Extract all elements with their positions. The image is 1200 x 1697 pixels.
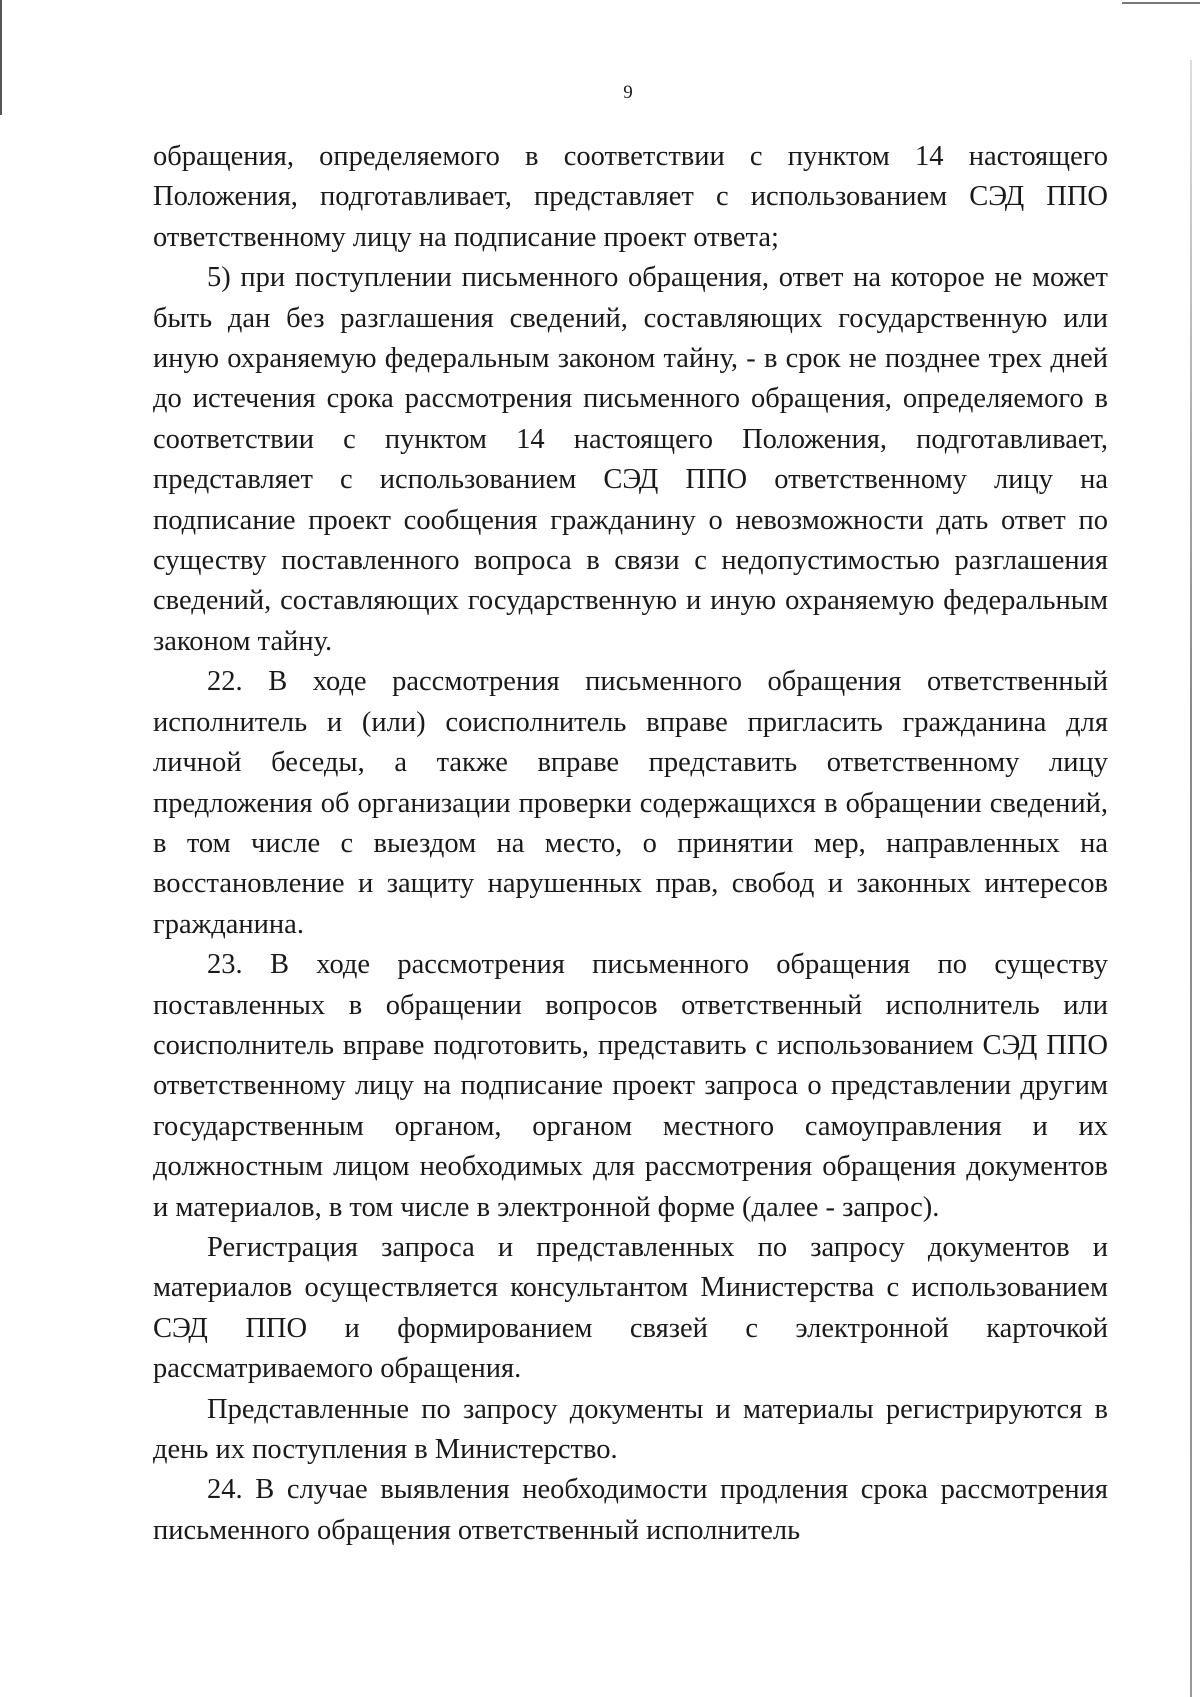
paragraph-23: 23. В ходе рассмотрения письменного обращения по существу поставленных в обращении вопросов ответственный исполнитель или соисполнитель вправе подготовить, представить с использованием СЭД ППО ответственному лицу на подписание проект запроса о представлении другим государственным органом, органом местного самоуправления и их должностным лицом необходимых для рассмотрения обращения документов и материалов, в том числе в электронной форме (далее - запрос). xyxy=(153,949,1108,1223)
paragraph-continuation: обращения, определяемого в соответствии с пунктом 14 настоящего Положения, подготавливает, представляет с использованием СЭД ППО ответственному лицу на подписание проект ответа; xyxy=(153,141,1108,253)
page-number: 9 xyxy=(623,82,633,103)
paragraph-presented-documents: Представленные по запросу документы и материалы регистрируются в день их поступления в Министерство. xyxy=(153,1393,1108,1465)
scan-edge-right xyxy=(1190,60,1192,1697)
paragraph-22: 22. В ходе рассмотрения письменного обращения ответственный исполнитель и (или) соисполнитель вправе пригласить гражданина для личной беседы, а также вправе представить ответственному лицу предложения об организации проверки содержащихся в обращении сведений, в том числе с выездом на место, о принятии мер, направленных на восстановление и защиту нарушенных прав, свобод и законных интересов гражданина. xyxy=(153,666,1108,940)
document-body xyxy=(153,137,1108,1551)
scan-edge-top xyxy=(1122,2,1200,4)
paragraph-registration: Регистрация запроса и представленных по запросу документов и материалов осуществляется консультантом Министерства с использованием СЭД ППО и формированием связей с электронной карточкой рассматриваемого обращения. xyxy=(153,1231,1108,1385)
paragraph-24: 24. В случае выявления необходимости продления срока рассмотрения письменного обращения ответственный исполнитель xyxy=(153,1474,1108,1546)
paragraph-item-5: 5) при поступлении письменного обращения, ответ на которое не может быть дан без разглашения сведений, составляющих государственную или иную охраняемую федеральным законом тайну, - в срок не позднее трех дней до истечения срока рассмотрения письменного обращения, определяемого в соответствии с пунктом 14 настоящего Положения, подготавливает, представляет с использованием СЭД ППО ответственному лицу на подписание проект сообщения гражданину о невозможности дать ответ по существу поставленного вопроса в связи с недопустимостью разглашения сведений, составляющих государственную и иную охраняемую федеральным законом тайну. xyxy=(153,262,1108,657)
